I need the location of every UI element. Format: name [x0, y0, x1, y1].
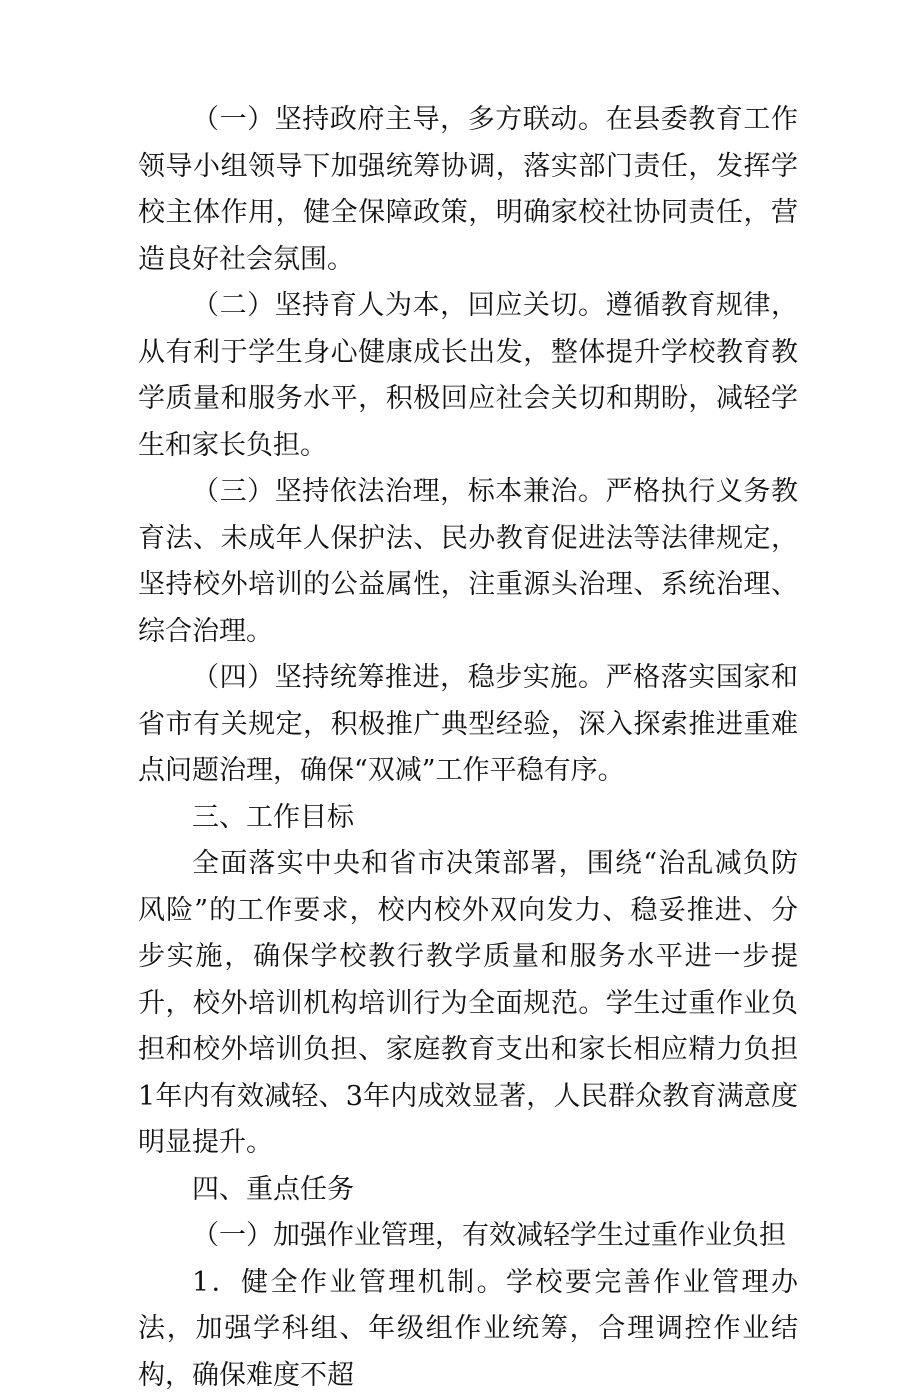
document-body [138, 97, 798, 1399]
principle-paragraph-2: （二）坚持育人为本，回应关切。遵循教育规律，从有利于学生身心健康成长出发，整体提升学校教育教学质量和服务水平，积极回应社会关切和期盼，减轻学生和家长负担。 [138, 283, 798, 469]
principle-paragraph-3: （三）坚持依法治理，标本兼治。严格执行义务教育法、未成年人保护法、民办教育促进法等法律规定，坚持校外培训的公益属性，注重源头治理、系统治理、综合治理。 [138, 469, 798, 655]
principle-paragraph-4: （四）坚持统筹推进，稳步实施。严格落实国家和省市有关规定，积极推广典型经验，深入探索推进重难点问题治理，确保“双减”工作平稳有序。 [138, 655, 798, 795]
principle-paragraph-1: （一）坚持政府主导，多方联动。在县委教育工作领导小组领导下加强统筹协调，落实部门责任，发挥学校主体作用，健全保障政策，明确家校社协同责任，营造良好社会氛围。 [138, 97, 798, 283]
goals-paragraph: 全面落实中央和省市决策部署，围绕“治乱减负防风险”的工作要求，校内校外双向发力、稳妥推进、分步实施，确保学校教行教学质量和服务水平进一步提升，校外培训机构培训行为全面规范。学生过重作业负担和校外培训负担、家庭教育支出和家长相应精力负担1年内有效减轻、3年内成效显著，人民群众教育满意度明显提升。 [138, 841, 798, 1167]
task-item-1: 1．健全作业管理机制。学校要完善作业管理办法，加强学科组、年级组作业统筹，合理调控作业结构，确保难度不超 [138, 1260, 798, 1399]
section-heading-goals: 三、工作目标 [138, 795, 798, 842]
section-heading-tasks: 四、重点任务 [138, 1167, 798, 1214]
task-subheading-1: （一）加强作业管理，有效减轻学生过重作业负担 [138, 1213, 798, 1260]
